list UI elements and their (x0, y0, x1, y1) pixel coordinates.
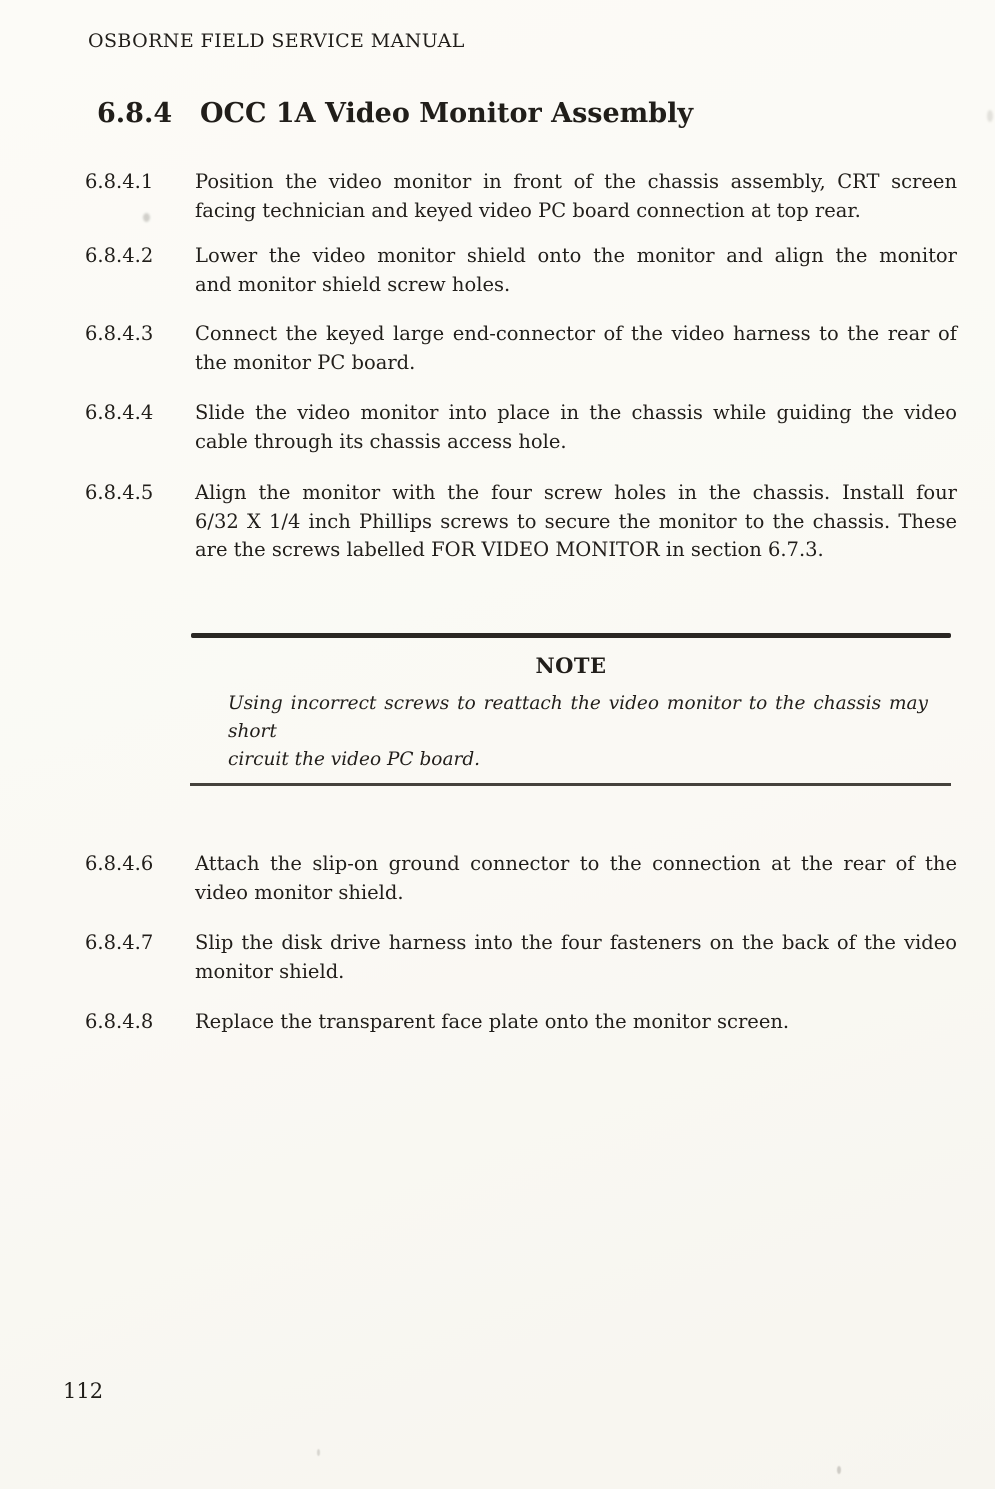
step-6-8-4-3 (85, 320, 957, 377)
scan-artifact (143, 213, 150, 222)
note-text-line: circuit the video PC board. (228, 749, 481, 770)
step-6-8-4-1 (85, 168, 957, 225)
step-text (195, 850, 957, 907)
step-text (195, 1008, 957, 1037)
step-6-8-4-5 (85, 479, 957, 565)
step-number: 6.8.4.1 (85, 170, 154, 193)
step-number: 6.8.4.3 (85, 322, 154, 345)
step-text (195, 242, 957, 299)
step-text-line: Replace the transparent face plate onto the monitor screen. (195, 1010, 790, 1033)
step-number: 6.8.4.4 (85, 401, 154, 424)
step-text-line: Attach the slip-on ground connector to the connection at the rear of the (195, 852, 957, 875)
step-text-line: video monitor shield. (195, 880, 404, 904)
step-6-8-4-8 (85, 1008, 957, 1037)
note-text (228, 690, 928, 774)
scan-artifact (837, 1466, 841, 1474)
step-text-line: and monitor shield screw holes. (195, 272, 511, 296)
step-6-8-4-2 (85, 242, 957, 299)
step-text (195, 929, 957, 986)
step-text-line: 6/32 X 1/4 inch Phillips screws to secure the monitor to the chassis. These (195, 509, 957, 533)
step-6-8-4-6 (85, 850, 957, 907)
step-number: 6.8.4.7 (85, 931, 154, 954)
step-number: 6.8.4.6 (85, 852, 154, 875)
step-text (195, 168, 957, 225)
step-text-line: Slide the video monitor into place in the chassis while guiding the video (195, 401, 957, 424)
scan-artifact (317, 1449, 320, 1456)
scan-artifact (987, 110, 993, 122)
step-text-line: facing technician and keyed video PC board connection at top rear. (195, 198, 861, 222)
running-header: OSBORNE FIELD SERVICE MANUAL (88, 30, 465, 52)
note-top-rule (191, 633, 951, 638)
step-text-line: Align the monitor with the four screw holes in the chassis. Install four (195, 481, 957, 504)
step-text-line: Connect the keyed large end-connector of the video harness to the rear of (195, 322, 957, 345)
step-text-line: monitor shield. (195, 959, 345, 983)
step-text-line: Slip the disk drive harness into the four fasteners on the back of the video (195, 931, 957, 954)
step-number: 6.8.4.5 (85, 481, 154, 504)
note-bottom-rule (190, 783, 951, 786)
step-6-8-4-7 (85, 929, 957, 986)
section-number: 6.8.4 (97, 98, 173, 129)
step-text (195, 399, 957, 456)
step-text-line: Position the video monitor in front of the chassis assembly, CRT screen (195, 170, 957, 193)
step-text-line: Lower the video monitor shield onto the monitor and align the monitor (195, 244, 957, 267)
step-number: 6.8.4.2 (85, 244, 154, 267)
step-text-line: cable through its chassis access hole. (195, 429, 567, 453)
page-number: 112 (63, 1379, 104, 1403)
step-text (195, 479, 957, 565)
step-text-line: are the screws labelled FOR VIDEO MONITOR in section 6.7.3. (195, 538, 824, 561)
section-title: OCC 1A Video Monitor Assembly (200, 98, 694, 129)
note-text-line: Using incorrect screws to reattach the video monitor to the chassis may short (228, 693, 928, 742)
step-text-line: the monitor PC board. (195, 350, 416, 374)
step-number: 6.8.4.8 (85, 1010, 154, 1033)
step-6-8-4-4 (85, 399, 957, 456)
step-text (195, 320, 957, 377)
note-label: NOTE (535, 653, 607, 678)
